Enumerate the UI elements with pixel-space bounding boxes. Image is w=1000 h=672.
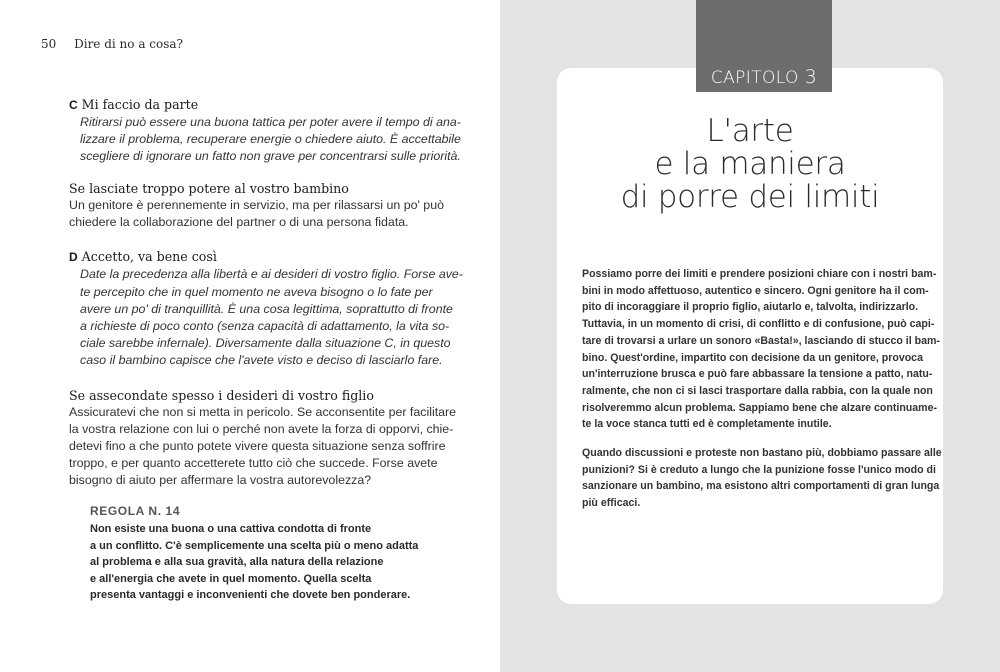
rule-box <box>90 503 420 604</box>
text-line: scegliere di ignorare un fatto non grave per concentrarsi sulle priorità. <box>80 149 461 164</box>
chapter-title-line: di porre dei limiti <box>620 179 880 215</box>
page-number: 50 <box>41 37 57 51</box>
text-line: te la voce stanca tutti ed è completamente inutile. <box>582 418 832 431</box>
chapter-title-line: L'arte <box>706 113 794 149</box>
text-line: risolveremmo alcun problema. Sappiamo bene che alzare continuame- <box>582 401 937 414</box>
text-line: bisogno di aiuto per affermare la vostra autorevolezza? <box>69 473 372 488</box>
text-line: a richieste di poco conto (senza capacità di adattamento, la vita so- <box>80 318 450 333</box>
rule-text <box>90 521 420 604</box>
text-line: Possiamo porre dei limiti e prendere posizioni chiare con i nostri bam- <box>582 268 937 280</box>
text-line: punizioni? Si è creduto a lungo che la punizione fosse l'unico modo di <box>582 463 936 476</box>
chapter-number: 3 <box>804 66 818 88</box>
text-line: Date la precedenza alla libertà e ai desideri di vostro figlio. Forse ave- <box>80 267 463 282</box>
section-heading-text: Mi faccio da parte <box>81 97 199 112</box>
text-line: detevi fino a che punto potete vivere questa situazione senza soffrire <box>69 439 446 454</box>
text-line: lizzare il problema, recuperare energie o chiedere aiuto. È accettabile <box>80 132 461 147</box>
section-letter: C <box>69 98 78 112</box>
text-line: Ritirarsi può essere una buona tattica per poter avere il tempo di ana- <box>80 115 461 129</box>
chapter-intro <box>582 266 942 512</box>
text-line: te percepito che in quel momento ne aveva bisogno o lo fate per <box>80 284 433 299</box>
text-line: ralmente, che non ci si lasci trasportare dalla rabbia, con la quale non <box>582 384 933 397</box>
left-body <box>69 96 463 490</box>
section-body-d <box>80 266 463 369</box>
intro-paragraph <box>582 445 942 512</box>
text-line: la vostra relazione con lui o perché non avete la forza di opporvi, chie- <box>69 422 454 437</box>
rule-title: REGOLA N. 14 <box>90 504 181 518</box>
intro-paragraph <box>582 266 940 433</box>
chapter-label <box>696 66 832 89</box>
text-line: presenta vantaggi e inconvenienti che dovete ben ponderare. <box>90 589 411 601</box>
text-line: Quando discussioni e proteste non bastano più, dobbiamo passare alle <box>582 447 942 460</box>
chapter-word: CAPITOLO <box>710 68 799 88</box>
text-line: pito di incoraggiare il proprio figlio, aiutarlo e, talvolta, indirizzarlo. <box>582 301 919 314</box>
section-body-c <box>80 114 461 165</box>
text-line: tare di trovarsi a urlare un sonoro «Basta!», lasciando di stucco il bam- <box>582 334 940 347</box>
text-line: ciale sarebbe infernale). Diversamente dalla situazione C, in questo <box>80 335 451 350</box>
text-line: bini in modo affettuoso, autentico e sincero. Ogni genitore ha il com- <box>582 284 929 297</box>
text-line: al problema e alla sua gravità, alla natura della relazione <box>90 556 384 568</box>
subheading-body-too-much-power <box>69 197 444 231</box>
text-line: bino. Quest'ordine, impartito con decisione da un genitore, provoca <box>582 351 923 364</box>
subheading-body-indulge-wishes <box>69 404 457 489</box>
text-line: avere un po' di tranquillità. È una cosa legittima, soprattutto di fronte <box>80 301 453 316</box>
text-line: a un conflitto. C'è semplicemente una scelta più o meno adatta <box>90 539 419 552</box>
text-line: più efficaci. <box>582 497 641 510</box>
section-letter: D <box>69 250 78 265</box>
text-line: Tuttavia, in un momento di crisi, di conflitto e di confusione, può capi- <box>582 318 935 331</box>
section-heading-d <box>69 248 433 266</box>
text-line: sanzionare un bambino, ma esistono altri comportamenti di gran lunga <box>582 480 940 493</box>
text-line: chiedere la collaborazione del partner o di una persona fidata. <box>69 215 409 230</box>
text-line: troppo, e per quanto accetterete tutto ciò che succede. Forse avete <box>69 456 438 471</box>
text-line: Assicuratevi che non si metta in pericolo. Se acconsentite per facilitare <box>69 405 457 420</box>
subheading-indulge-wishes: Se assecondate spesso i desideri di vostro figlio <box>69 388 374 404</box>
text-line: Un genitore è perennemente in servizio, ma per rilassarsi un po' può <box>69 198 444 213</box>
section-heading-c <box>69 96 433 114</box>
text-line: un'interruzione brusca e può fare abbassare la tensione a patto, natu- <box>582 368 933 381</box>
text-line: e all'energia che avete in quel momento. Quella scelta <box>90 572 372 585</box>
running-head <box>41 37 183 51</box>
text-line: caso il bambino capisce che l'avete visto e deciso di lasciarlo fare. <box>80 352 443 367</box>
chapter-title-line: e la maniera <box>654 146 846 182</box>
section-heading-text: Accetto, va bene così <box>81 249 217 265</box>
running-head-title: Dire di no a cosa? <box>74 37 183 51</box>
text-line: Non esiste una buona o una cattiva condotta di fronte <box>90 523 372 535</box>
subheading-too-much-power: Se lasciate troppo potere al vostro bambino <box>69 181 349 197</box>
chapter-title <box>557 115 943 214</box>
